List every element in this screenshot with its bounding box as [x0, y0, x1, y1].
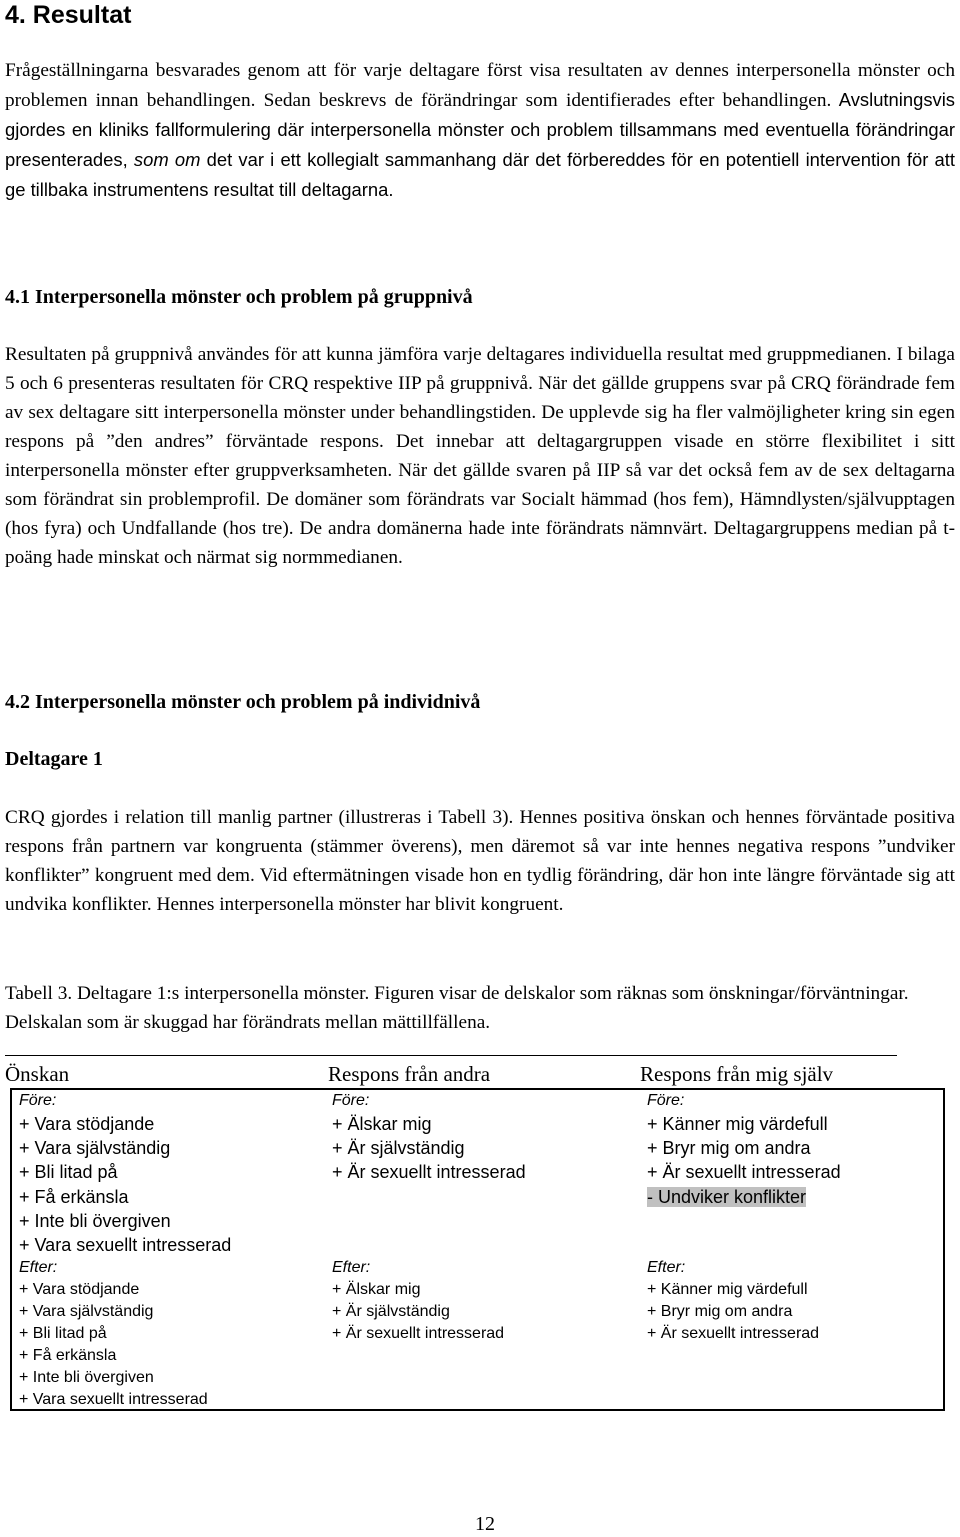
spacer [647, 1209, 841, 1233]
list-item: + Är självständig [332, 1303, 450, 1321]
list-item: + Vara sexuellt intresserad [19, 1235, 232, 1256]
list-item: + Känner mig värdefull [647, 1114, 828, 1134]
column-header-response-self: Respons från mig själv [640, 1062, 834, 1086]
page-number: 12 [475, 1513, 495, 1535]
list-item: + Älskar mig [332, 1114, 432, 1134]
list-item: + Är sexuellt intresserad [647, 1162, 841, 1183]
intro-italic: som om [133, 149, 201, 170]
intro-text-2: Avslutningsvis gjordes en kliniks fallformulering där interpersonella mönster och problem tillsammans med eventuella förändringar presenterades, [5, 89, 955, 170]
before-label: Före: [647, 1092, 685, 1109]
list-item: + Vara stödjande [19, 1281, 140, 1299]
list-item: + Inte bli övergiven [19, 1210, 171, 1231]
section-title: 4. Resultat [5, 1, 132, 29]
list-item: + Få erkänsla [19, 1186, 129, 1207]
shaded-list-item [647, 1185, 841, 1209]
section-42-heading: 4.2 Interpersonella mönster och problem på individnivå [5, 691, 481, 713]
column-header-response-others: Respons från andra [328, 1062, 491, 1086]
intro-text-1: Frågeställningarna besvarades genom att för varje deltagare först visa resultaten av dennes interpersonella mönster och problemen innan behandlingen. Sedan beskrevs de förändringar som identifierades efter behandlingen. [5, 60, 955, 111]
section-42-paragraph: CRQ gjordes i relation till manlig partner (illustreras i Tabell 3). Hennes positiva önskan och hennes förväntade positiva respons från partnern var kongruenta (stämmer överens), men däremot så var inte hennes negativa respons ”undviker konflikter” kongruent med dem. Vid eftermätningen visade hon en tydlig förändring, där hon inte längre förväntade sig att undvika konflikter. Hennes interpersonella mönster har blivit kongruent. [5, 807, 955, 915]
table-caption: Tabell 3. Deltagare 1:s interpersonella mönster. Figuren visar de delskalor som räknas som önskningar/förväntningar. Delskalan som är skuggad har förändrats mellan mättillfällena. [5, 983, 909, 1033]
list-item: + Få erkänsla [19, 1347, 117, 1365]
after-label: Efter: [19, 1259, 58, 1277]
column-wish [19, 1090, 231, 1411]
before-label: Före: [332, 1092, 370, 1109]
table-top-rule [5, 1055, 897, 1056]
section-41-heading: 4.1 Interpersonella mönster och problem på gruppnivå [5, 286, 473, 308]
list-item: + Älskar mig [332, 1281, 421, 1299]
column-response-others [332, 1090, 526, 1345]
list-item: + Bli litad på [19, 1325, 107, 1343]
list-item: + Vara sexuellt intresserad [19, 1391, 208, 1409]
after-label: Efter: [332, 1259, 371, 1277]
participant-heading: Deltagare 1 [5, 748, 103, 770]
list-item: + Är självständig [332, 1138, 465, 1159]
spacer [332, 1209, 526, 1233]
list-item: + Vara självständig [19, 1303, 154, 1321]
list-item: + Bryr mig om andra [647, 1138, 811, 1159]
after-label: Efter: [647, 1259, 686, 1277]
list-item: + Inte bli övergiven [19, 1369, 154, 1387]
list-item: + Är sexuellt intresserad [647, 1325, 820, 1343]
spacer [647, 1233, 841, 1257]
spacer [332, 1233, 526, 1257]
list-item: + Vara självständig [19, 1138, 171, 1159]
list-item: + Vara stödjande [19, 1114, 155, 1134]
intro-paragraph [5, 56, 955, 205]
list-item: + Känner mig värdefull [647, 1281, 808, 1299]
section-41-paragraph: Resultaten på gruppnivå användes för att kunna jämföra varje deltagares individuella resultat med gruppmedianen. I bilaga 5 och 6 presenteras resultaten för CRQ respektive IIP på gruppnivå. När det gällde gruppens svar på CRQ förändrade fem av sex deltagare sitt interpersonella mönster under behandlingstiden. De upplevde sig ha fler valmöjligheter kring sin egen respons på ”den andres” förväntade respons. Det innebar att deltagargruppen visade en större flexibilitet i sitt interpersonella mönster efter gruppverksamheten. När det gällde svaren på IIP så var det också fem av de sex deltagarna som förändrat sin problemprofil. De domäner som förändrats var Socialt hämmad (hos fem), Hämndlysten/självupptagen (hos fyra) och Undfallande (hos tre). De andra domänerna hade inte förändrats nämnvärt. Deltagargruppens median på t-poäng hade minskat och närmat sig normmedianen. [5, 344, 955, 568]
pattern-table-box [10, 1088, 945, 1411]
spacer [332, 1185, 526, 1209]
intro-text-3: det var i ett kollegialt sammanhang där det förbereddes för en potentiell intervention för att ge tillbaka instrumentens resultat till deltagarna. [5, 149, 955, 200]
column-response-self [647, 1090, 841, 1345]
list-item: + Bli litad på [19, 1162, 118, 1183]
before-label: Före: [19, 1092, 57, 1109]
column-header-wish: Önskan [5, 1062, 70, 1086]
list-item: + Är sexuellt intresserad [332, 1162, 526, 1183]
shaded-text: - Undviker konflikter [647, 1186, 807, 1207]
list-item: + Bryr mig om andra [647, 1303, 793, 1321]
list-item: + Är sexuellt intresserad [332, 1325, 505, 1343]
